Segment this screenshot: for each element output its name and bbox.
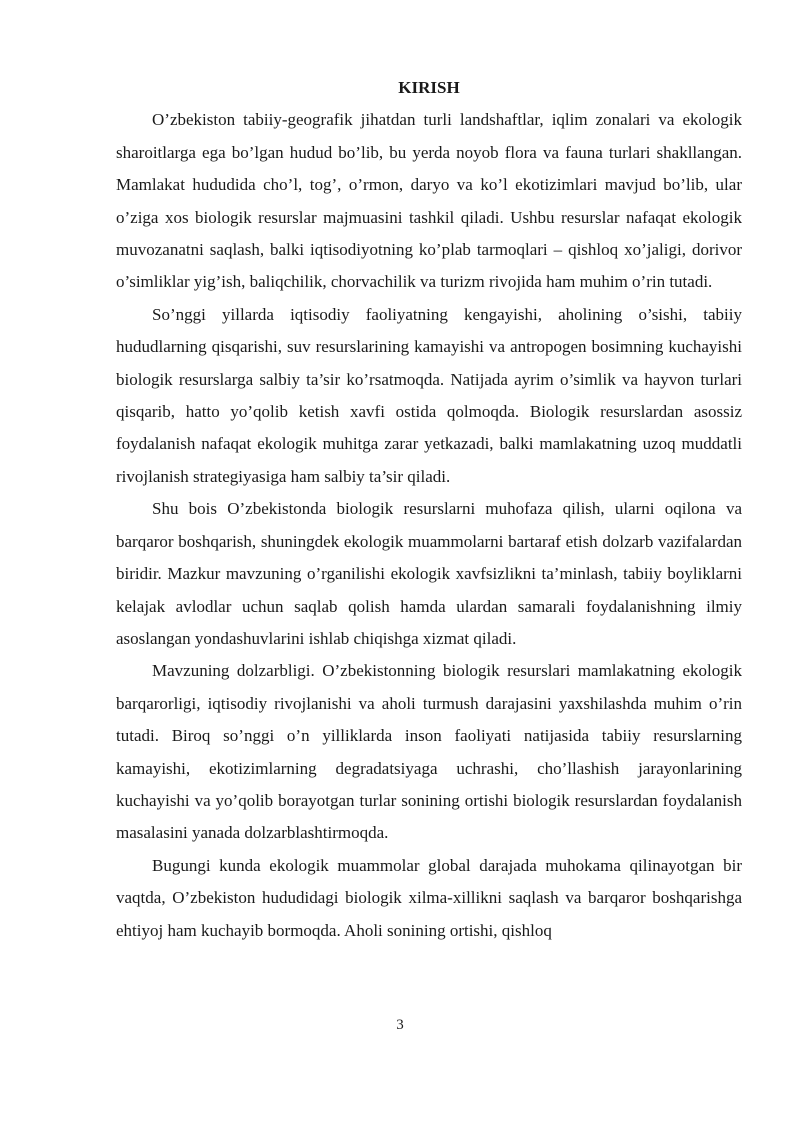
page-content [116,72,742,947]
paragraph-1: O’zbekiston tabiiy-geografik jihatdan turli landshaftlar, iqlim zonalari va ekologik sharoitlarga ega bo’lgan hudud bo’lib, bu yerda noyob flora va fauna turlari shakllangan. Mamlakat hududida cho’l, tog’, o’rmon, daryo va ko’l ekotizimlari mavjud bo’lib, ular o’ziga xos biologik resurslar majmuasini tashkil qiladi. Ushbu resurslar nafaqat ekologik muvozanatni saqlash, balki iqtisodiyotning ko’plab tarmoqlari – qishloq xo’jaligi, dorivor o’simliklar yig’ish, baliqchilik, chorvachilik va turizm rivojida ham muhim o’rin tutadi. [116,110,742,292]
paragraph-2: So’nggi yillarda iqtisodiy faoliyatning kengayishi, aholining o’sishi, tabiiy hududlarning qisqarishi, suv resurslarining kamayishi va antropogen bosimning kuchayishi biologik resurslarga salbiy ta’sir ko’rsatmoqda. Natijada ayrim o’simlik va hayvon turlari qisqarib, hatto yo’qolib ketish xavfi ostida qolmoqda. Biologik resurslardan asossiz foydalanish nafaqat ekologik muhitga zarar yetkazadi, balki mamlakatning uzoq muddatli rivojlanish strategiyasiga ham salbiy ta’sir qiladi. [116,304,742,486]
page-number: 3 [396,1017,404,1033]
section-title: KIRISH [398,78,460,97]
paragraph-4: Mavzuning dolzarbligi. O’zbekistonning biologik resurslari mamlakatning ekologik barqarorligi, iqtisodiy rivojlanishi va aholi turmush darajasini yaxshilashda muhim o’rin tutadi. Biroq so’nggi o’n yilliklarda inson faoliyati natijasida tabiiy resurslarning kamayishi, ekotizimlarning degradatsiyaga uchrashi, cho’llashish jarayonlarining kuchayishi va yo’qolib borayotgan turlar sonining ortishi biologik resurslardan foydalanish masalasini yanada dolzarblashtirmoqda. [116,661,742,843]
paragraph-5: Bugungi kunda ekologik muammolar global darajada muhokama qilinayotgan bir vaqtda, O’zbekiston hududidagi biologik xilma-xillikni saqlash va barqaror boshqarishga ehtiyoj ham kuchayib bormoqda. Aholi sonining ortishi, qishloq [116,855,742,940]
paragraph-3: Shu bois O’zbekistonda biologik resurslarni muhofaza qilish, ularni oqilona va barqaror boshqarish, shuningdek ekologik muammolarni bartaraf etish dolzarb vazifalardan biridir. Mazkur mavzuning o’rganilishi ekologik xavfsizlikni ta’minlash, tabiiy boyliklarni kelajak avlodlar uchun saqlab qolish hamda ulardan samarali foydalanishning ilmiy asoslangan yondashuvlarini ishlab chiqishga xizmat qiladi. [116,499,742,648]
